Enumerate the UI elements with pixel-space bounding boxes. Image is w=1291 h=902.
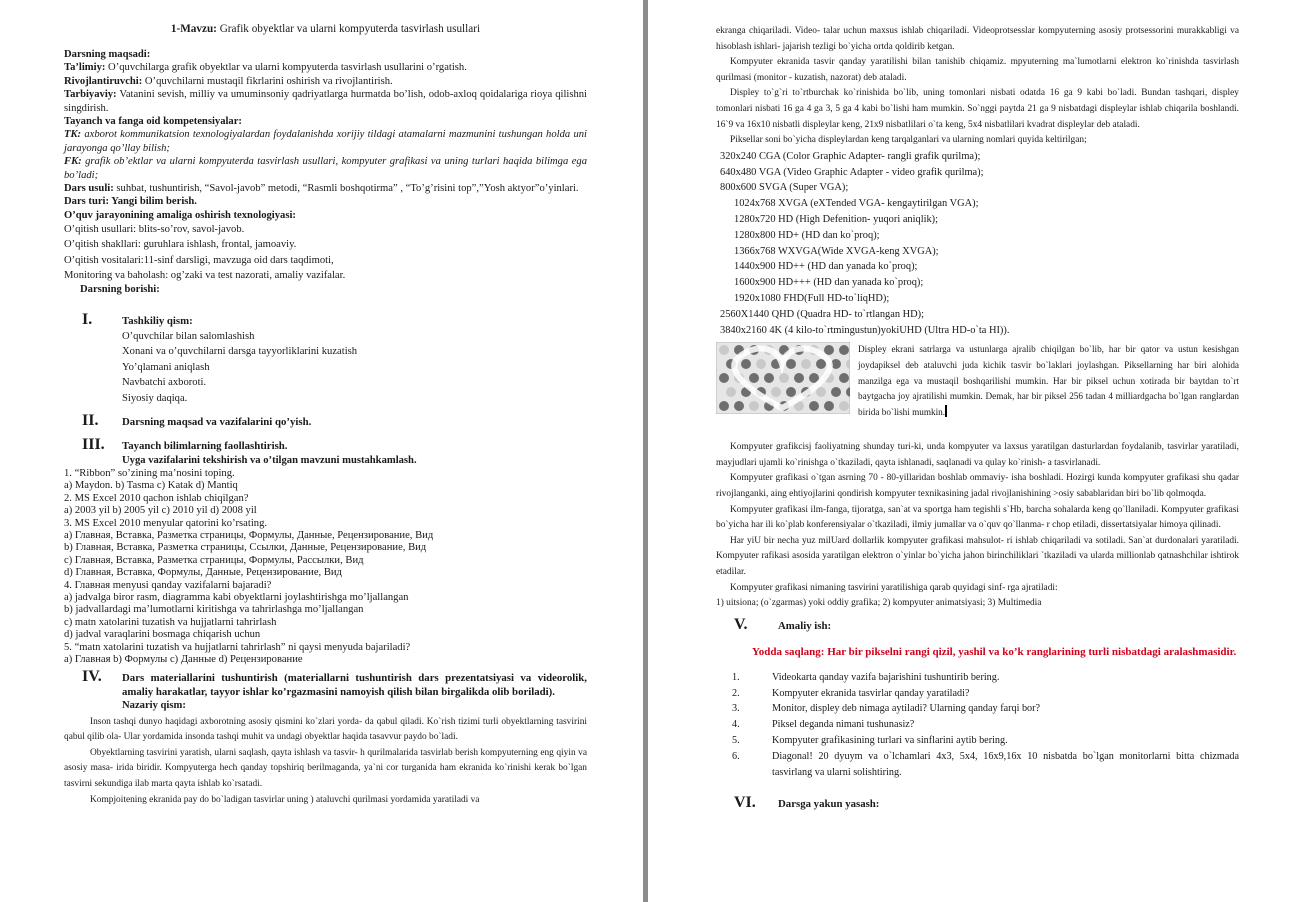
fk-line: FK: grafik ob’ektlar va ularni kompyuterda tasvirlash usullari, kompyuter grafikasi va uning turlari haqida bilimga ega bo’ladi;: [64, 156, 587, 181]
tarbiy-line: Tarbiyaviy: Vatanini sevish, milliy va umuminsoniy qadriyatlarga hurmatda bo’lish, odob-axloq qoidalariga rioya qilishni singdirish.: [64, 89, 587, 114]
resolution-line: 1366x768 WXVGA(Wide XVGA-keng XVGA);: [734, 245, 939, 257]
process-line: O’qitish vositalari:11-sinf darsligi, mavzuga oid dars taqdimoti,: [64, 254, 334, 266]
quiz-line: d) jadval varaqlarini bosmaga chiqarish uchun: [64, 629, 261, 641]
quiz-line: d) Главная, Вставка, Формулы, Данные, Рецензирование, Вид: [64, 567, 342, 579]
document-page-right: [648, 0, 1291, 902]
quiz-line: 4. Главная menyusi qanday vazifalarni bajaradi?: [64, 579, 272, 591]
body-paragraph: Har yiU bir necha yuz milUard dollarlik kompyuter grafikasi mahsulot- ri ishlab chiqariladi va sotiladi. San`at durdonalari yaratiladi. Kompyuter rafikasi asosida yaratilgan elektron o`yinlar bo`yicha jahon birinchiliklari `tkaziladi va ularda millionlab qatnashchilar ishtirok etadilar.: [716, 535, 1239, 578]
pixel-dot: [749, 373, 759, 383]
dars-usuli-line: Dars usuli: suhbat, tushuntirish, “Savol-javob” metodi, “Rasmli boshqotirma” , “To’g’risini top”,”Yosh aktyor”o’yinlari.: [64, 183, 579, 195]
resolution-line: 320x240 CGA (Color Graphic Adapter- rangli grafik qurilma);: [720, 150, 981, 162]
quiz-line: 5. “matn xatolarini tuzatish va hujjatlarni tahrirlash” ni qaysi menyuda bajariladi?: [64, 641, 411, 653]
resolution-line: 2560X1440 QHD (Quadra HD- to`rtlangan HD);: [720, 308, 925, 320]
pixel-dot: [786, 359, 796, 369]
pixel-dot: [726, 387, 736, 397]
quiz-line: 2. MS Excel 2010 qachon ishlab chiqilgan?: [64, 492, 249, 504]
quiz-line: a) Главная, Вставка, Разметка страницы, Формулы, Данные, Рецензирование, Вид: [64, 529, 434, 541]
pixel-dot: [779, 373, 789, 383]
body-paragraph: Obyektlarning tasvirini yaratish, ularni saqlash, qayta ishlash va tasvir- h qurilmalarida tasvirlab berish kompyuterning eng qiyin va asosiy masa- irida biridir. Kompyuterga hech qanday topshiriq berilmaganda, ya`ni cor turganida ham ekranida ko`rinishi kerak bo`lgan tasvirni sekundiga ilab marta qayta ishlab ko`rsatadi.: [64, 747, 587, 789]
list-item: Xonani va o’quvchilarni darsga tayyorliklarini kuzatish: [122, 346, 358, 358]
body-paragraph: Inson tashqi dunyo haqidagi axborotning asosiy qismini ko`zlari yorda- da qabul qiladi. Ko`rish tizimi turli obyektlarning tasvirini qabul qilib ola- Ular yordamida insonda tashqi muhit va undagi obyektlar haqida tasavvur paydo bo`ladi.: [64, 716, 587, 743]
pixel-dot: [719, 373, 729, 383]
pixel-dot: [719, 345, 729, 355]
quiz-line: a) jadvalga biror rasm, diagramma kabi obyektlarni joylashtirishga mo’ljallangan: [64, 591, 409, 603]
nazariy-heading: Nazariy qism:: [122, 700, 186, 712]
reminder-text: Yodda saqlang: Har bir pikselni rangi qizil, yashil va ko’k ranglarining turli nisbatdagi aralashmasidir.: [752, 645, 1237, 658]
pixel-dot: [794, 373, 804, 383]
pixel-dot: [719, 401, 729, 411]
resolution-line: 1440x900 HD++ (HD dan yanada ko`proq);: [734, 261, 918, 273]
document-page-left: [0, 0, 643, 902]
body-paragraph: Kompyuter grafikasi o`tgan asrning 70 - 80-yillaridan boshlab ommaviy- isha boshladi. Hozirgi kunda kompyuter grafikasi shu qadar rivojlanganki, aing ehtiyojlarini qondirish kompyuter texnikasining jadal rivojlanishining >osiy sabablaridan biri bo`lib qolmoqda.: [716, 473, 1239, 500]
section-2-heading: II. Darsning maqsad va vazifalarini qo’yish.: [82, 412, 312, 430]
body-paragraph: 1) uitsiona; (o`zgarmas) yoki oddiy grafika; 2) kompyuter animatsiyasi; 3) Multimedia: [716, 598, 1042, 609]
section-3-heading: III. Tayanch bilimlarning faollashtirish.: [82, 436, 288, 454]
task-item: 5. Kompyuter grafikasining turlari va sinflarini aytib bering.: [732, 735, 1008, 746]
task-item: 2. Kompyuter ekranida tasvirlar qanday yaratiladi?: [732, 687, 970, 699]
task-item: 1. Videokarta qanday vazifa bajarishini tushuntirib bering.: [732, 671, 1000, 683]
body-paragraph: Kompyuter grafikcisj faoliyatning shunday turi-ki, unda kompyuter va laxsus yaratilgan dasturlardan foydalanib, tasvirlar yaratiladi, mayjudlari ujamli ko`rinishga o`tkaziladi, qayta ishlanadi, saqlanadi va qulay ko`rinish- a tasvirlanadi.: [716, 442, 1239, 468]
resolution-line: 3840x2160 4K (4 kilo-to`rtmingustun)yokiUHD (Ultra HD-o`ta HI)).: [720, 324, 1010, 336]
process-line: O’qitish usullari: blits-so’rov, savol-javob.: [64, 224, 245, 236]
pixel-grid-illustration: [716, 342, 850, 414]
list-item: Siyosiy daqiqa.: [122, 392, 188, 404]
section-1-heading: I. Tashkiliy qism:: [82, 310, 193, 328]
resolution-line: 1280x720 HD (High Defenition- yuqori aniqlik);: [734, 213, 939, 225]
pixel-dot: [831, 387, 841, 397]
section-5-heading: V. Amaliy ish:: [734, 615, 832, 633]
pixel-dot: [734, 401, 744, 411]
resolution-line: 1024x768 XVGA (eXTended VGA- kengaytirilgan VGA);: [734, 198, 979, 210]
resolution-line: 1600x900 HD+++ (HD dan yanada ko`proq);: [734, 277, 924, 289]
body-paragraph: Kompyuter grafikasi ilm-fanga, tijoratga, san`at va sportga ham tegishli s`Hb, barcha sohalarda keng qo`llaniladi. Kompyuter grafikasi bo`yicha har ili ko`plab konferensiyalar o`tkaziladi, ilmiy jumallar va o`quv qo`llanma- r chop etiladi, dissertatsiyalar himoya qilinadi.: [716, 504, 1239, 531]
quiz-line: a) Главная b) Формулы c) Данные d) Рецензирование: [64, 653, 303, 665]
section-4-heading: IV. Dars materiallarini tushuntirish (materiallarni tushuntirish dars prezentatsiyasi va videorolik, amaliy harakatlar, tayyor ishlar ko’rgazmasini namoyish qilish bilan birgalikda olib boriladi).: [82, 668, 587, 698]
task-item: 3. Monitor, displey deb nimaga aytiladi? Ularning qanday farqi bor?: [732, 703, 1041, 715]
list-item: O’quvchilar bilan salomlashish: [122, 330, 255, 342]
resolution-line: 640x480 VGA (Video Graphic Adapter - video grafik qurilma);: [720, 166, 984, 178]
resolution-line: 800x600 SVGA (Super VGA);: [720, 182, 849, 194]
pixel-dot: [749, 401, 759, 411]
body-paragraph: ekranga chiqariladi. Video- talar uchun maxsus ishlab chiqariladi. Videoprotsesslar kompyuterning asosiy protsessorini murakkabligi va hisoblash ishlari- jajarish tezligi bo`yicha ortda qoldirib ketgan.: [716, 26, 1239, 52]
quiz-line: c) matn xatolarini tuzatish va hujjatlarni tahrirlash: [64, 616, 277, 628]
lesson-title: 1-Mavzu: Grafik obyektlar va ularni kompyuterda tasvirlash usullari: [170, 23, 481, 35]
process-line: O’qitish shakllari: guruhlara ishlash, frontal, jamoaviy.: [64, 239, 297, 251]
list-item: Navbatchi axboroti.: [122, 377, 207, 389]
pixel-dot: [839, 401, 849, 411]
goal-heading: Darsning maqsadi:: [64, 49, 151, 60]
pixel-section: [716, 342, 1239, 420]
quiz-line: c) Главная, Вставка, Разметка страницы, Формулы, Рассылки, Вид: [64, 554, 364, 566]
task-list: [716, 670, 1239, 781]
quiz-line: a) Maydon. b) Tasma c) Katak d) Mantiq: [64, 480, 238, 492]
list-item: Yo’qlamani aniqlash: [122, 361, 210, 373]
task-item: 6. Diagonal! 20 dyuym va o`lchamlari 4x3, 5x4, 16x9,16x 10 nisbatda bo`lgan monitorlarni bitta chizmada tasvirlang va ularni solishtiring.: [732, 750, 1239, 778]
pixel-dot: [756, 359, 766, 369]
pixel-dot: [801, 359, 811, 369]
body-paragraph: Kompyuter ekranida tasvir qanday yaratilishi bilan tanishib chiqamiz. mpyuterning ma`lumotlarni elektron ko`rinishda tasvirlash qurilmasi (monitor - kuzatish, nazorat) deb ataladi.: [716, 57, 1239, 83]
talimiy-line: Ta’limiy: O’quvchilarga grafik obyektlar va ularni kompyuterda tasvirlash usullarini o’rgatish.: [64, 62, 467, 74]
pixel-dot: [839, 345, 849, 355]
pixel-dot: [786, 387, 796, 397]
pixel-dot: [764, 373, 774, 383]
process-line: Monitoring va baholash: og’zaki va test nazorati, amaliy vazifalar.: [64, 269, 346, 281]
section-3-subheading: Uyga vazifalarini tekshirish va o’tilgan mavzuni mustahkamlash.: [122, 455, 417, 467]
body-paragraph: Kompyuter grafikasi nimaning tasvirini yaratilishiga qarab quyidagi sinf- rga ajratiladi:: [730, 582, 1058, 593]
tk-line: TK: axborot kommunikatsion texnologiyalardan foydalanishda xorijiy tildagi atamalarni mazmunini tushungan holda uni jarayonga qo’llay bilish;: [64, 129, 587, 154]
rivoj-line: Rivojlantiruvchi: O’quvchilarni mustaqil fikrlarini oshirish va rivojlantirish.: [64, 75, 393, 87]
pixel-paragraph: Displey ekrani satrlarga va ustunlarga ajralib chiqilgan bo`lib, har bir qator va ustun kesishgan joydapiksel deb ataluvchi juda kichik tasvir bo`laklari joylashgan. Piksellarning har biri alohida manzilga ega va mustaqil boshqarilishi mumkin. Har bir piksel uchun xotirada bir baytdan to`rt baytgacha joy ajratilishi mumkin. Demak, har bir piksel 256 tadan 4 milliardgacha bo`lgan ranglardan birida bo`lishi mumkin.: [858, 344, 1239, 417]
quiz-line: b) jadvallardagi ma’lumotlarni kiritishga va tahrirlashga mo’ljallangan: [64, 604, 364, 616]
dars-turi-line: Dars turi: Yangi bilim berish.: [64, 196, 197, 208]
task-item: 4. Piksel deganda nimani tushunasiz?: [732, 719, 915, 731]
pixel-dot: [771, 387, 781, 397]
quiz-line: 1. “Ribbon” so’zining ma’nosini toping.: [64, 467, 235, 479]
quiz-line: a) 2003 yil b) 2005 yil c) 2010 yil d) 2008 yil: [64, 505, 257, 517]
process-heading: O’quv jarayonining amaliga oshirish texnologiyasi:: [64, 209, 296, 221]
quiz-line: b) Главная, Вставка, Разметка страницы, Ссылки, Данные, Рецензирование, Вид: [64, 542, 427, 554]
quiz-line: 3. MS Excel 2010 menyular qatorini ko’rsating.: [64, 517, 268, 529]
borishi-heading: Darsning borishi:: [80, 284, 160, 296]
body-paragraph: Displey to`g`ri to`rtburchak ko`rinishida bo`lib, uning tomonlari nisbati odatda 16 ga 9 kabi bo`ladi. Bundan tashqari, displey tomonlari nisbati 16 ga 4 ga 3, 5 ga 4 kabi bo`lishi ham mumkin. So`nggi paytda 21 ga 9 nisbatdagi displeylar ishlab chiqarila boshlandi. 16`9 va 16x10 nisbatli displeylar keng, 21x9 nisbatlilari o`ta keng, 5x4 nisbatlilari kvadrat displeylar deb ataladi.: [716, 88, 1239, 130]
pixel-dot: [809, 401, 819, 411]
body-paragraph: Piksellar soni bo`yicha displeylardan keng tarqalganlari va ularning nomlari quyida keltirilgan;: [730, 135, 1087, 146]
pixel-dot: [824, 401, 834, 411]
resolution-line: 1920x1080 FHD(Full HD-to`liqHD);: [734, 292, 890, 304]
competency-heading: Tayanch va fanga oid kompetensiyalar:: [64, 116, 242, 128]
body-paragraph: Kompjoitening ekranida pay do bo`ladigan tasvirlar uning ) ataluvchi qurilmasi yordamida yaratiladi va: [90, 794, 480, 805]
text-cursor: [945, 405, 947, 417]
pixel-dot: [839, 373, 849, 383]
section-6-heading: VI. Darsga yakun yasash:: [734, 794, 880, 812]
pixel-dot: [741, 359, 751, 369]
resolution-line: 1280x800 HD+ (HD dan ko`proq);: [734, 229, 880, 241]
